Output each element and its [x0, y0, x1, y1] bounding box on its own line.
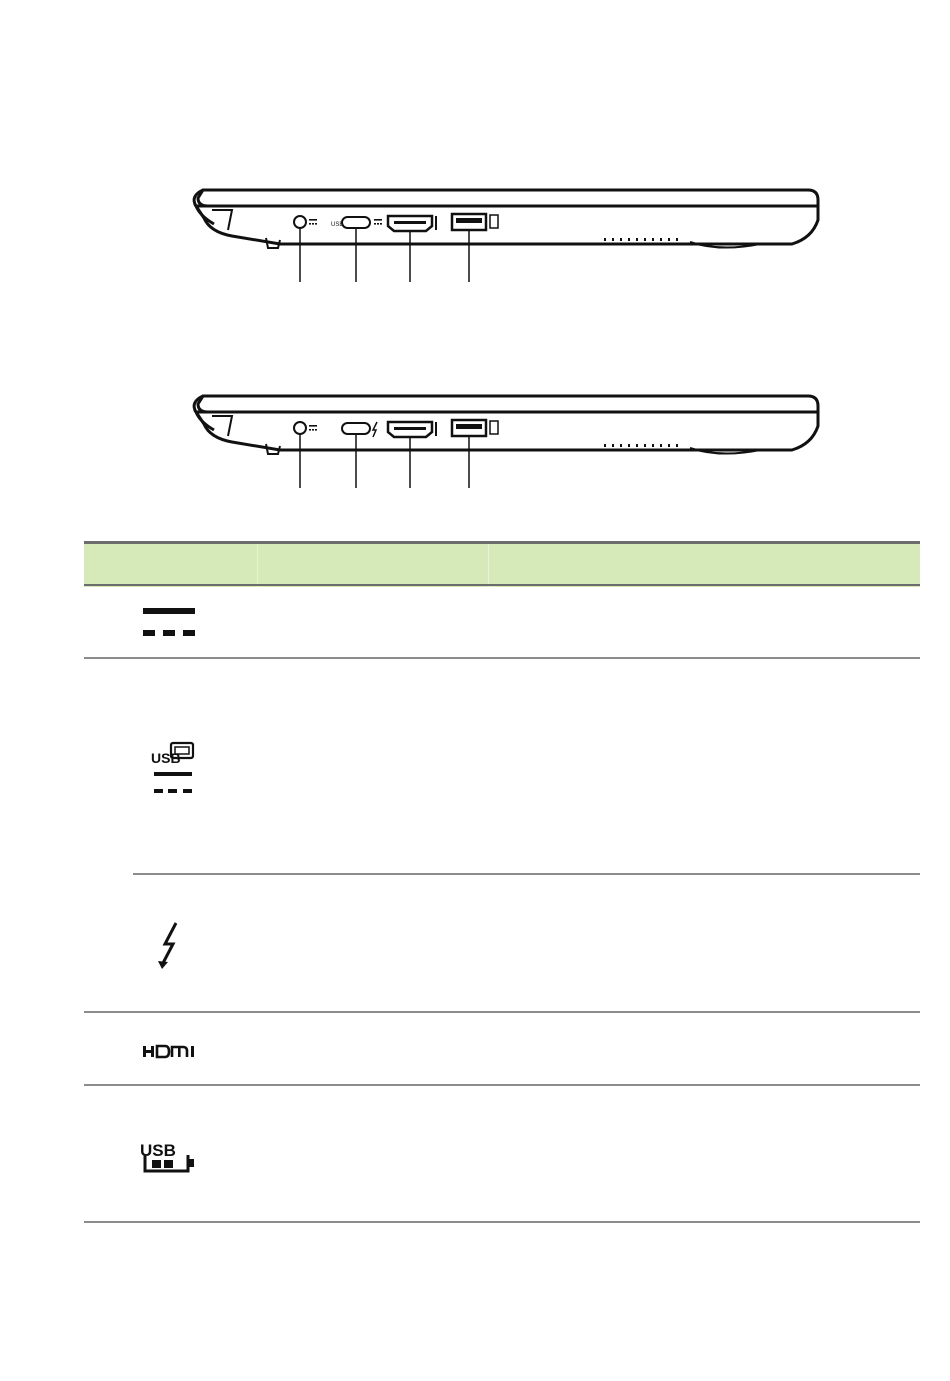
header-bottom-rule	[84, 584, 920, 586]
header-item-col	[258, 544, 489, 587]
usb-charging-icon	[138, 1140, 198, 1174]
table-bottom-rule	[84, 1221, 920, 1223]
row-divider	[84, 657, 920, 659]
hdmi-icon	[143, 1044, 197, 1060]
laptop-side-upper	[194, 190, 818, 282]
row-divider	[84, 1011, 920, 1013]
laptop-left-side-diagrams	[0, 0, 950, 520]
svg-text:USB: USB	[140, 1141, 176, 1160]
row-sub-divider	[133, 873, 920, 875]
header-icon-col	[84, 544, 258, 587]
header-description-col	[489, 544, 920, 587]
table-header	[84, 544, 920, 587]
svg-text:USB: USB	[331, 222, 344, 228]
svg-text:USB: USB	[151, 750, 181, 766]
usb-display-dc-icon	[150, 738, 196, 798]
laptop-side-lower	[194, 396, 818, 488]
row-divider	[84, 1084, 920, 1086]
thunderbolt-icon	[156, 921, 184, 971]
dc-power-icon	[143, 606, 195, 640]
